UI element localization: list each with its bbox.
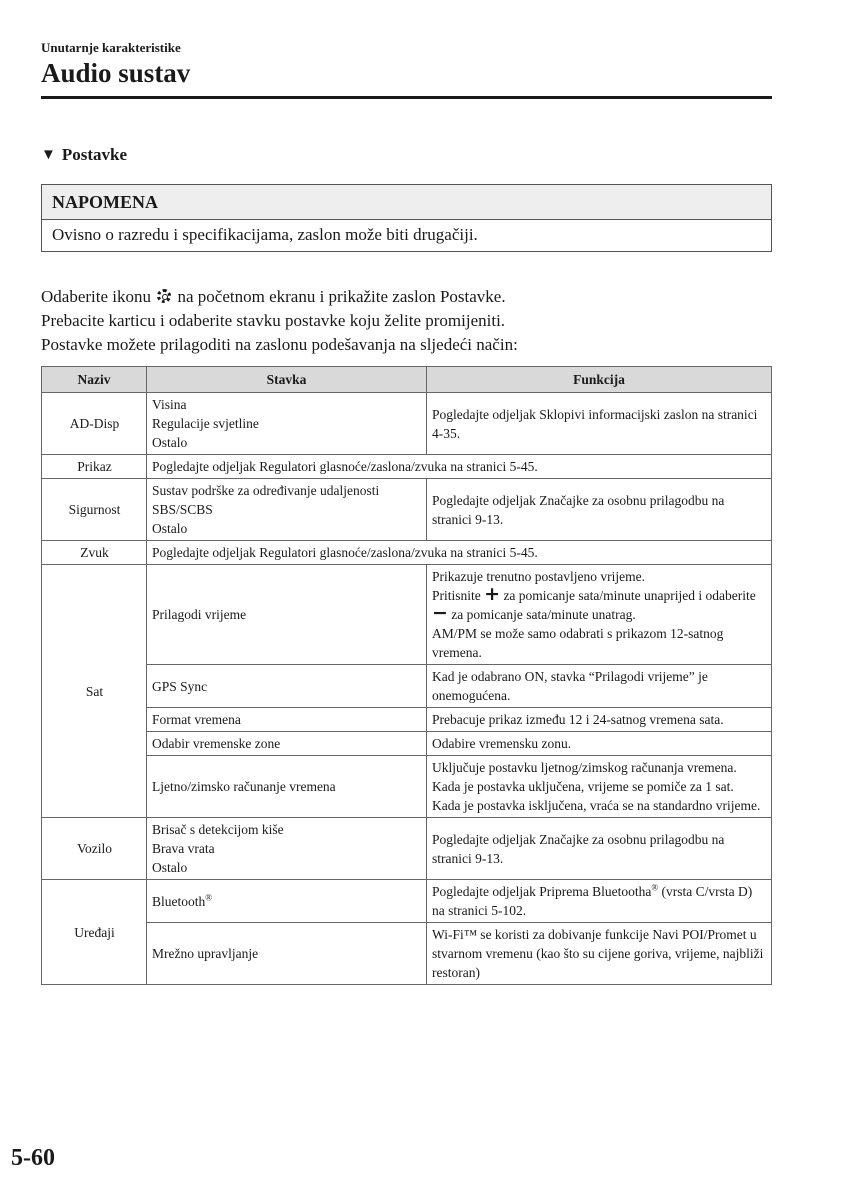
intro-line-3: Postavke možete prilagoditi na zaslonu podešavanja na sljedeći način: (41, 335, 518, 354)
row-function: Kad je odabrano ON, stavka “Prilagodi vrijeme” je onemogućena. (427, 665, 772, 708)
table-row (42, 479, 772, 541)
intro-line-1 (41, 285, 781, 309)
function-line (432, 583, 767, 624)
row-reference: Pogledajte odjeljak Regulatori glasnoće/zaslona/zvuka na stranici 5-45. (147, 541, 772, 565)
item-text: Regulacije svjetline (152, 416, 259, 431)
table-row (42, 923, 772, 985)
item-text: Mrežno upravljanje (147, 923, 427, 985)
breadcrumb: Unutarnje karakteristike (41, 40, 181, 55)
page-number: 5-60 (11, 1145, 55, 1171)
function-line: Kada je postavka isključena, vraća se na standardno vrijeme. (432, 798, 761, 813)
row-name-ad-disp: AD-Disp (42, 393, 147, 455)
function-text: za pomicanje sata/minute unaprijed i odaberite (503, 588, 756, 603)
header-funkcija: Funkcija (427, 367, 772, 393)
row-function: Wi-Fi™ se koristi za dobivanje funkcije Navi POI/Promet u stvarnom vremenu (kao što su cijene goriva, vrijeme, najbliži restoran) (427, 923, 772, 985)
table-row (42, 818, 772, 880)
row-items (147, 818, 427, 880)
header-stavka: Stavka (147, 367, 427, 393)
item-text: Ostalo (152, 521, 188, 536)
item-text: SBS/SCBS (152, 502, 213, 517)
table-row (42, 665, 772, 708)
registered-mark: ® (205, 892, 213, 902)
note-box (41, 184, 772, 252)
row-name-sigurnost: Sigurnost (42, 479, 147, 541)
intro-line-1-start: Odaberite ikonu (41, 287, 151, 306)
intro-line-1-end: na početnom ekranu i prikažite zaslon Postavke. (177, 287, 506, 306)
minus-icon: − (432, 602, 448, 624)
function-line: Prikazuje trenutno postavljeno vrijeme. (432, 569, 645, 584)
gear-icon (157, 289, 171, 303)
row-function: Odabire vremensku zonu. (427, 732, 772, 756)
function-text: Pritisnite (432, 588, 481, 603)
row-function (427, 756, 772, 818)
item-text: Visina (152, 397, 187, 412)
row-function (427, 880, 772, 923)
item-text: Ljetno/zimsko računanje vremena (147, 756, 427, 818)
triangle-down-icon: ▼ (41, 146, 56, 163)
function-line: AM/PM se može samo odabrati s prikazom 12-satnog vremena. (432, 626, 724, 660)
row-name-vozilo: Vozilo (42, 818, 147, 880)
function-line: Uključuje postavku ljetnog/zimskog računanja vremena. (432, 760, 737, 775)
row-name-zvuk: Zvuk (42, 541, 147, 565)
header-naziv: Naziv (42, 367, 147, 393)
item-text: Odabir vremenske zone (147, 732, 427, 756)
row-function: Pogledajte odjeljak Značajke za osobnu prilagodbu na stranici 9-13. (427, 818, 772, 880)
plus-icon: + (484, 583, 501, 605)
table-row (42, 565, 772, 665)
item-text: Sustav podrške za određivanje udaljenosti (152, 483, 380, 498)
row-reference: Pogledajte odjeljak Regulatori glasnoće/zaslona/zvuka na stranici 5-45. (147, 455, 772, 479)
function-text: za pomicanje sata/minute unatrag. (451, 607, 636, 622)
row-name-uredaji: Uređaji (42, 880, 147, 985)
function-text: (vrsta C/vrsta D) na stranici 5-102. (432, 884, 753, 918)
row-name-sat: Sat (42, 565, 147, 818)
intro-paragraph (41, 285, 781, 357)
section-title: Postavke (61, 145, 128, 164)
row-items (147, 393, 427, 455)
table-row (42, 455, 772, 479)
item-text: GPS Sync (147, 665, 427, 708)
row-function: Pogledajte odjeljak Značajke za osobnu prilagodbu na stranici 9-13. (427, 479, 772, 541)
item-text: Prilagodi vrijeme (147, 565, 427, 665)
section-heading (41, 145, 127, 165)
page-title: Audio sustav (41, 58, 191, 88)
table-row (42, 756, 772, 818)
title-divider (41, 96, 772, 99)
item-text: Brisač s detekcijom kiše (152, 822, 284, 837)
row-function: Prebacuje prikaz između 12 i 24-satnog vremena sata. (427, 708, 772, 732)
note-text: Ovisno o razredu i specifikacijama, zaslon može biti drugačiji. (52, 225, 478, 244)
intro-line-2: Prebacite karticu i odaberite stavku postavke koju želite promijeniti. (41, 311, 506, 330)
note-heading: NAPOMENA (42, 185, 771, 220)
row-items (147, 479, 427, 541)
function-line: Kada je postavka uključena, vrijeme se pomiče za 1 sat. (432, 779, 734, 794)
table-row (42, 880, 772, 923)
table-row (42, 732, 772, 756)
table-header-row (42, 367, 772, 393)
registered-mark: ® (651, 882, 659, 893)
item-text: Ostalo (152, 860, 188, 875)
item-text: Ostalo (152, 435, 188, 450)
settings-table (41, 366, 772, 985)
item-text: Format vremena (147, 708, 427, 732)
item-text: Brava vrata (152, 841, 215, 856)
row-function: Pogledajte odjeljak Sklopivi informacijski zaslon na stranici 4-35. (427, 393, 772, 455)
row-function (427, 565, 772, 665)
row-name-prikaz: Prikaz (42, 455, 147, 479)
function-text: Pogledajte odjeljak Priprema Bluetootha (432, 884, 652, 899)
item-text (147, 880, 427, 923)
table-row (42, 393, 772, 455)
table-row (42, 541, 772, 565)
table-row (42, 708, 772, 732)
bluetooth-item: Bluetooth (152, 893, 206, 909)
